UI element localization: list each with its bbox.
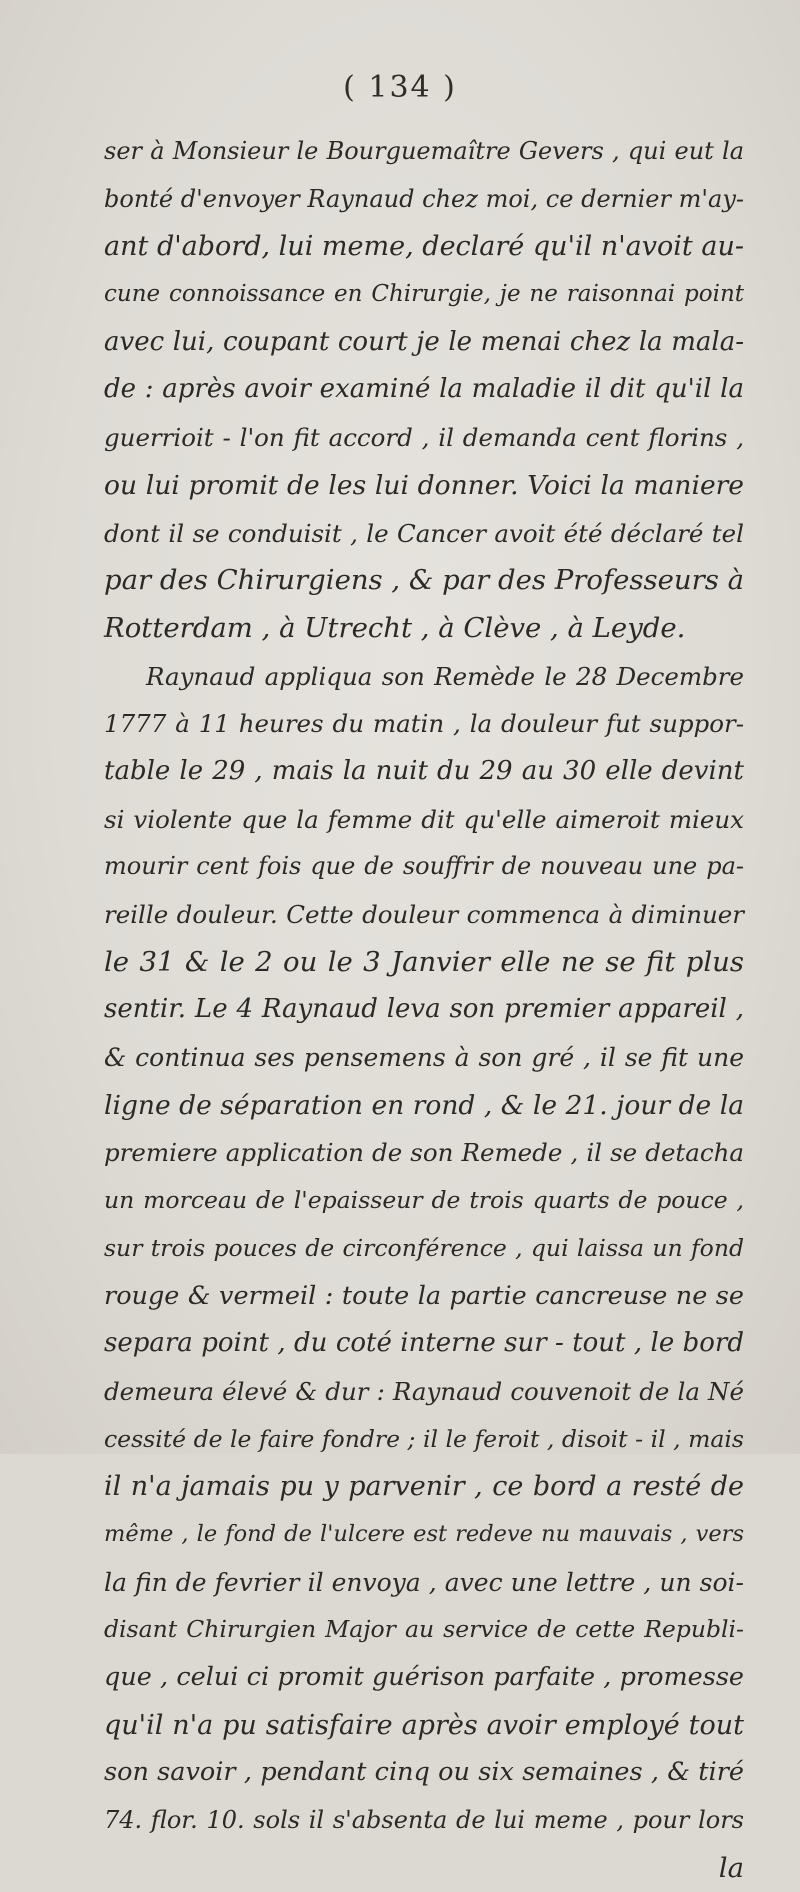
catchword: la [718, 1851, 744, 1884]
text-line: Raynaud appliqua son Remède le 28 Decembre [146, 661, 744, 691]
text-line: même , le fond de l'ulcere est redeve nu mauvais , vers [104, 1520, 744, 1547]
text-line: table le 29 , mais la nuit du 29 au 30 elle devint [104, 755, 744, 786]
text-line: il n'a jamais pu y parvenir , ce bord a resté de [104, 1471, 744, 1503]
text-line: 1777 à 11 heures du matin , la douleur fut suppor- [104, 709, 744, 739]
text-line: par des Chirurgiens , & par des Professeurs à [104, 564, 744, 597]
text-line: separa point , du coté interne sur - tout , le bord [104, 1328, 744, 1359]
text-line: guerrioit - l'on fit accord , il demanda cent florins , [104, 423, 744, 453]
text-line: dont il se conduisit , le Cancer avoit été déclaré tel [104, 518, 744, 548]
text-line: bonté d'envoyer Raynaud chez moi, ce dernier m'ay- [104, 184, 744, 213]
text-line: ser à Monsieur le Bourguemaître Gevers , qui eut la [104, 137, 744, 165]
text-line: cessité de le faire fondre ; il le feroit , disoit - il , mais [104, 1424, 744, 1453]
text-line: ant d'abord, lui meme, declaré qu'il n'avoit au- [104, 231, 744, 263]
text-line: la fin de fevrier il envoya , avec une lettre , un soi- [104, 1567, 744, 1597]
text-line: reille douleur. Cette douleur commenca à diminuer [104, 900, 744, 929]
text-line: demeura élevé & dur : Raynaud couvenoit de la Né [104, 1376, 744, 1406]
text-line: sur trois pouces de circonférence , qui laissa un fond [104, 1233, 744, 1262]
text-line: le 31 & le 2 ou le 3 Janvier elle ne se fit plus [104, 945, 744, 978]
text-line: ou lui promit de les lui donner. Voici la maniere [104, 469, 744, 501]
text-line: sentir. Le 4 Raynaud leva son premier appareil , [104, 994, 744, 1025]
text-line: mourir cent fois que de souffrir de nouveau une pa- [104, 852, 744, 881]
text-line: son savoir , pendant cinq ou six semaines , & tiré [104, 1757, 744, 1788]
text-line: de : après avoir examiné la maladie il dit qu'il la [104, 374, 744, 405]
text-line: rouge & vermeil : toute la partie cancreuse ne se [104, 1280, 744, 1311]
text-line: que , celui ci promit guérison parfaite , promesse [104, 1662, 744, 1692]
text-line: Rotterdam , à Utrecht , à Clève , à Leyde. [104, 611, 686, 644]
text-line: qu'il n'a pu satisfaire après avoir employé tout [104, 1709, 744, 1741]
text-line: 74. flor. 10. sols il s'absenta de lui meme , pour lors [104, 1806, 744, 1835]
text-line: avec lui, coupant court je le menai chez la mala- [104, 326, 744, 357]
page-number: ( 134 ) [343, 70, 457, 105]
text-line: ligne de séparation en rond , & le 21. jour de la [104, 1089, 744, 1121]
body-text [104, 128, 744, 1892]
text-line: premiere application de son Remede , il se detacha [104, 1138, 744, 1168]
text-line: disant Chirurgien Major au service de cette Republi- [104, 1615, 744, 1644]
text-line: cune connoissance en Chirurgie, je ne raisonnai point [104, 281, 744, 308]
text-line: un morceau de l'epaisseur de trois quarts de pouce , [104, 1186, 744, 1215]
text-line: & continua ses pensemens à son gré , il se fit une [104, 1043, 744, 1073]
text-line: si violente que la femme dit qu'elle aimeroit mieux [104, 804, 744, 834]
